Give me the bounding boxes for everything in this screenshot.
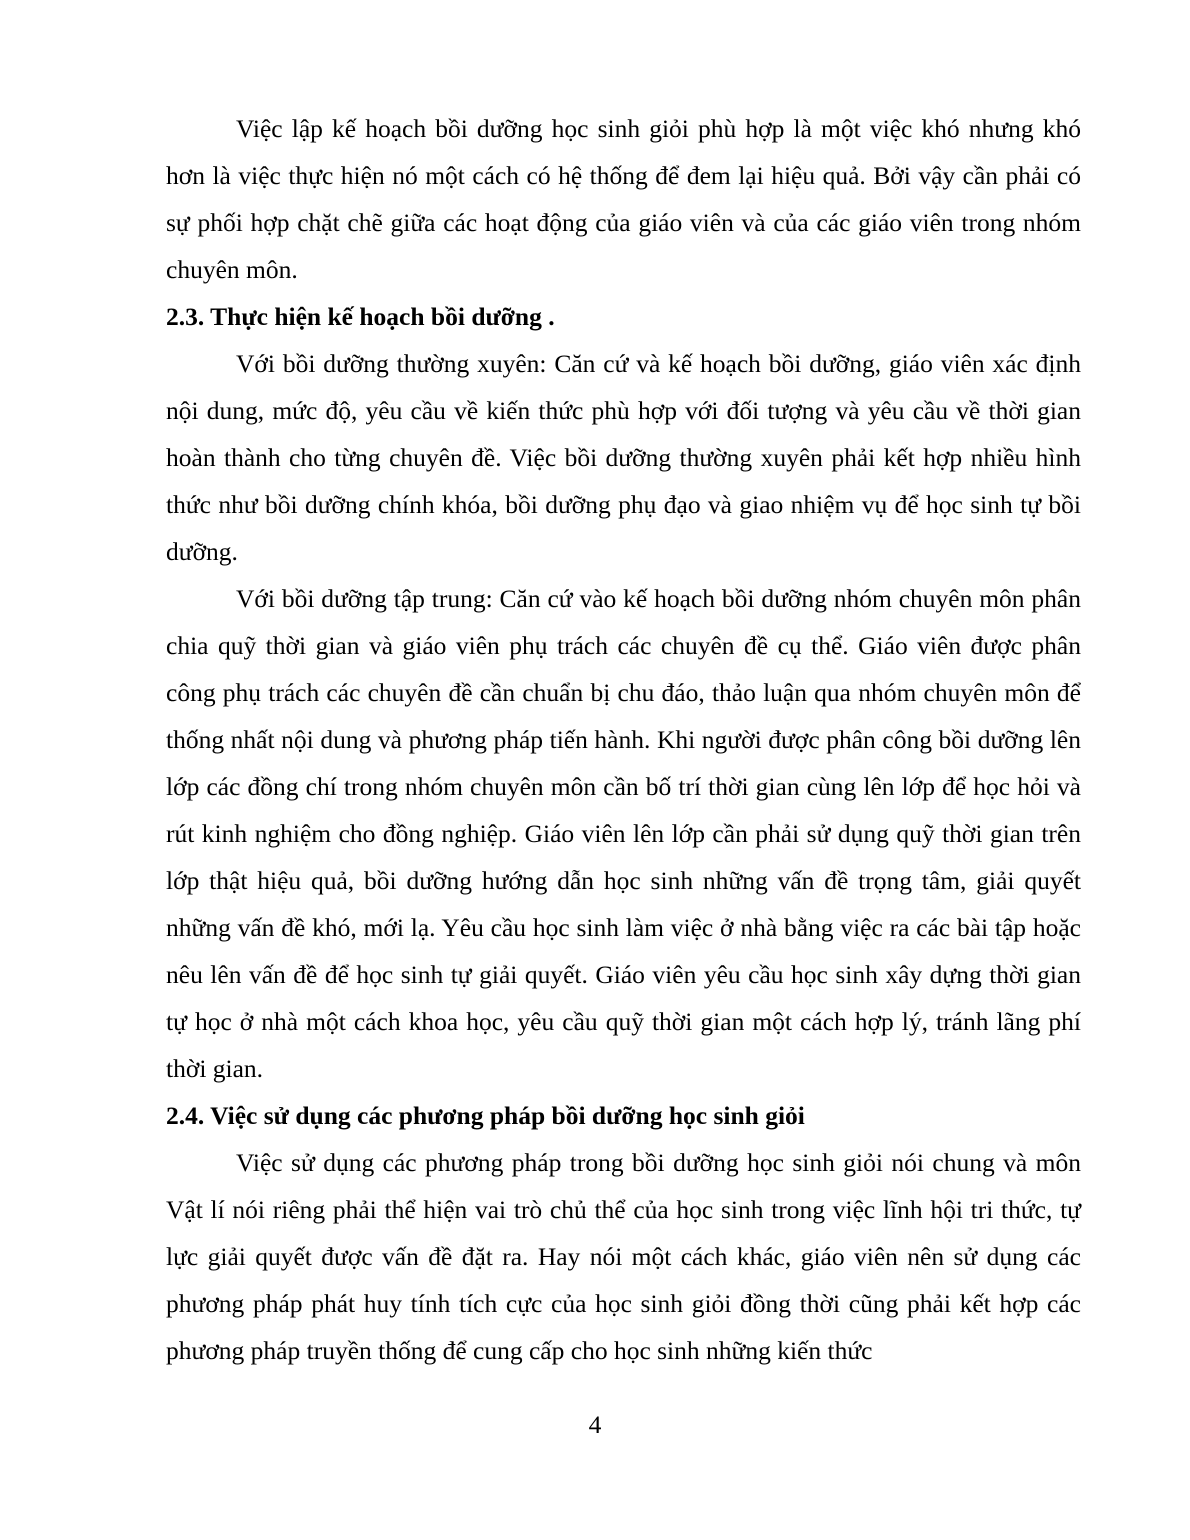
heading-section-2-4: 2.4. Việc sử dụng các phương pháp bồi dưỡng học sinh giỏi <box>166 1101 805 1130</box>
paragraph-methods: Việc sử dụng các phương pháp trong bồi dưỡng học sinh giỏi nói chung và môn Vật lí nói riêng phải thể hiện vai trò chủ thể của học sinh trong việc lĩnh hội tri thức, tự lực giải quyết được vấn đề đặt ra. Hay nói một cách khác, giáo viên nên sử dụng các phương pháp phát huy tính tích cực của học sinh giỏi đồng thời cũng phải kết hợp các phương pháp truyền thống để cung cấp cho học sinh những kiến thức <box>166 1148 1081 1365</box>
page-number: 4 <box>588 1410 602 1439</box>
paragraph-planning-intro: Việc lập kế hoạch bồi dưỡng học sinh giỏi phù hợp là một việc khó nhưng khó hơn là việc thực hiện nó một cách có hệ thống để đem lại hiệu quả. Bởi vậy cần phải có sự phối hợp chặt chẽ giữa các hoạt động của giáo viên và của các giáo viên trong nhóm chuyên môn. <box>166 114 1081 284</box>
paragraph-regular-training: Với bồi dưỡng thường xuyên: Căn cứ và kế hoạch bồi dưỡng, giáo viên xác định nội dung, mức độ, yêu cầu về kiến thức phù hợp với đối tượng và yêu cầu về thời gian hoàn thành cho từng chuyên đề. Việc bồi dưỡng thường xuyên phải kết hợp nhiều hình thức như bồi dưỡng chính khóa, bồi dưỡng phụ đạo và giao nhiệm vụ để học sinh tự bồi dưỡng. <box>166 349 1081 566</box>
heading-section-2-3: 2.3. Thực hiện kế hoạch bồi dưỡng . <box>166 302 555 331</box>
paragraph-intensive-training: Với bồi dưỡng tập trung: Căn cứ vào kế hoạch bồi dưỡng nhóm chuyên môn phân chia quỹ thời gian và giáo viên phụ trách các chuyên đề cụ thể. Giáo viên được phân công phụ trách các chuyên đề cần chuẩn bị chu đáo, thảo luận qua nhóm chuyên môn để thống nhất nội dung và phương pháp tiến hành. Khi người được phân công bồi dưỡng lên lớp các đồng chí trong nhóm chuyên môn cần bố trí thời gian cùng lên lớp để học hỏi và rút kinh nghiệm cho đồng nghiệp. Giáo viên lên lớp cần phải sử dụng quỹ thời gian trên lớp thật hiệu quả, bồi dưỡng hướng dẫn học sinh những vấn đề trọng tâm, giải quyết những vấn đề khó, mới lạ. Yêu cầu học sinh làm việc ở nhà bằng việc ra các bài tập hoặc nêu lên vấn đề để học sinh tự giải quyết. Giáo viên yêu cầu học sinh xây dựng thời gian tự học ở nhà một cách khoa học, yêu cầu quỹ thời gian một cách hợp lý, tránh lãng phí thời gian. <box>166 584 1081 1083</box>
page-body <box>166 105 1081 1374</box>
